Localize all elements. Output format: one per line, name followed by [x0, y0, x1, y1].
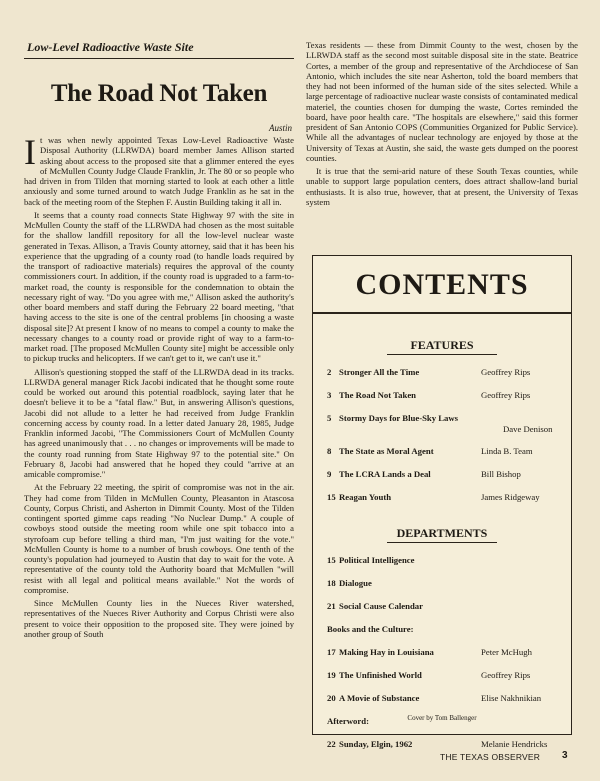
- article-paragraph: At the February 22 meeting, the spirit of compromise was not in the air. They had come from Tilden in McMullen County, Pleasanton in Atascosa County, Corpus Christi, and Asherton in Dimmit County. Most of the Tilden contingent sported gimme caps reading "No Nuclear Dump." A couple of cowboys stood outside the meeting room while one spit tobacco into a styrofoam cup before telling a third man, "I'm just waiting for the vote." McMullen County is home to a number of brush cowboys. One tenth of the county's population had journeyed to Austin that day to wait for the vote. A representative of the county told the Authority board that McMullen "will resist with all legal and political means available." Not the words of compromise.: [24, 482, 294, 595]
- entry-title: The LCRA Lands a Deal: [339, 469, 431, 479]
- entry-page: 15: [327, 555, 336, 565]
- article-paragraph: It was when newly appointed Texas Low-Level Radioactive Waste Disposal Authority (LLRWDA) board member James Allison started asking about access to the proposed site that a glimmer entered the eyes of McMullen County Judge Claude Franklin, Jr. The 80 or so people who had driven in from Tilden that morning started to look at each other a little anxiously and some turned around to watch Judge Franklin as he sat in the back of the meeting room of the Stephen F. Austin Building taking it all in.: [24, 132, 294, 207]
- contents-title: CONTENTS: [355, 268, 529, 301]
- entry-page: 3: [327, 390, 332, 400]
- entry-author: Linda B. Team: [481, 446, 533, 456]
- drop-cap: I: [24, 132, 36, 172]
- features-list: [313, 361, 571, 509]
- entry-page: 8: [327, 446, 332, 456]
- entry-page: 18: [327, 578, 336, 588]
- departments-underline: [387, 542, 497, 543]
- article-dateline: Austin: [268, 123, 292, 133]
- entry-title: Stronger All the Time: [339, 367, 420, 377]
- contents-entry[interactable]: [313, 549, 571, 572]
- article-headline: The Road Not Taken: [50, 80, 268, 107]
- entry-author: James Ridgeway: [481, 492, 540, 502]
- departments-heading: DEPARTMENTS: [396, 526, 488, 540]
- features-underline: [387, 354, 497, 355]
- entry-page: 20: [327, 693, 336, 703]
- features-section: [313, 338, 571, 355]
- article-body-right: [306, 40, 578, 207]
- contents-entry[interactable]: [313, 687, 571, 710]
- entry-title: The Unfinished World: [339, 670, 422, 680]
- contents-rule: [313, 312, 571, 314]
- article-kicker: Low-Level Radioactive Waste Site: [27, 40, 194, 54]
- entry-title: A Movie of Substance: [339, 693, 420, 703]
- entry-title: The State as Moral Agent: [339, 446, 434, 456]
- entry-author: Bill Bishop: [481, 469, 521, 479]
- entry-title: The Road Not Taken: [339, 390, 417, 400]
- entry-title: Social Cause Calendar: [339, 601, 423, 611]
- entry-title: Stormy Days for Blue-Sky Laws: [339, 413, 459, 423]
- entry-author: Geoffrey Rips: [481, 390, 531, 400]
- article-paragraph: It is true that the semi-arid nature of these South Texas counties, while unable to support large population centers, does attract shallow-land burial enthusiasts. It is also true, however, that at present, the University of Texas system: [306, 166, 578, 207]
- contents-entry[interactable]: [313, 463, 571, 486]
- contents-entry[interactable]: [313, 595, 571, 618]
- page-number: 3: [562, 750, 568, 761]
- departments-list: [313, 549, 571, 756]
- entry-page: 5: [327, 413, 332, 423]
- entry-title: Dialogue: [339, 578, 372, 588]
- contents-entry[interactable]: [313, 384, 571, 407]
- cover-credit: Cover by Tom Ballenger: [407, 714, 477, 722]
- publication-footer: THE TEXAS OBSERVER: [440, 752, 541, 762]
- entry-title: Political Intelligence: [339, 555, 415, 565]
- features-heading: FEATURES: [410, 338, 474, 352]
- entry-page: 2: [327, 367, 332, 377]
- entry-subheading: Books and the Culture:: [327, 624, 414, 634]
- contents-subheading: [313, 618, 571, 641]
- contents-entry[interactable]: [313, 486, 571, 509]
- contents-entry[interactable]: [313, 361, 571, 384]
- article-paragraph: It seems that a county road connects State Highway 97 with the site in McMullen County the staff of the LLRWDA had chosen as the most suitable for the shallow landfill repository for all the low-level nuclear waste generated in Texas. Allison, a Travis County attorney, said that it has been his experience that the upgrading of a county road (to handle loads required by the transport of radioactive materials) requires the approval of the county commissioners court. In addition, if the county road is upgraded to a farm-to-market road, the county is responsible for the condemnation to obtain the necessary right of way. "Do you agree with me," Allison asked the authority's other board members and staff during the February 22 board meeting, "that having access to the site is one of the central problems [in choosing a waste disposal site]? At present I know of no means to compel a county to make the necessary changes to a county road or provide right of way to a farm-to-market road. [The proposed McMullen County site] might be accessible only to pickup trucks and helicopters. If we can't get to it, we can't use it.": [24, 209, 294, 364]
- entry-author: Peter McHugh: [481, 647, 532, 657]
- article-paragraph: Texas residents — these from Dimmit County to the west, chosen by the LLRWDA staff as the second most suitable disposal site in the state. Beatrice Cortes, a member of the group and representative of the Archdiocese of San Antonio, which includes the site near Asherton, told the board members that they had not been informed of the human side of the sites selected. While a large percentage of radioactive nuclear waste consists of contaminated medical materiel, the counties chosen for dumping the waste, Cortes reminded the board, have poor health care. "The hospitals are elsewhere," said this former president of San Antonio COPS (Communities Organized for Public Service). While all the advantages of nuclear technology are enjoyed by those at the University of Texas at Austin, she said, the waste gets dumped on the poorest counties.: [306, 40, 578, 163]
- entry-page: 21: [327, 601, 336, 611]
- entry-title: Sunday, Elgin, 1962: [339, 739, 413, 749]
- entry-subheading: Afterword:: [327, 716, 369, 726]
- entry-title: Making Hay in Louisiana: [339, 647, 434, 657]
- entry-author: Geoffrey Rips: [481, 670, 531, 680]
- entry-author: Elise Nakhnikian: [481, 693, 542, 703]
- article-left-column: [24, 40, 294, 642]
- contents-box: [312, 255, 572, 749]
- entry-title: Reagan Youth: [339, 492, 392, 502]
- departments-section: [313, 526, 571, 543]
- contents-entry[interactable]: [313, 407, 571, 440]
- entry-page: 22: [327, 739, 336, 749]
- article-paragraph: Since McMullen County lies in the Nueces River watershed, representatives of the Nueces River Authority and Corpus Christi were also present to voice their opposition to the proposed site. They were joined by another group of South: [24, 598, 294, 639]
- kicker-rule: [24, 58, 294, 59]
- contents-entry[interactable]: [313, 440, 571, 463]
- contents-entry[interactable]: [313, 641, 571, 664]
- entry-page: 17: [327, 647, 336, 657]
- entry-page: 9: [327, 469, 332, 479]
- contents-entry[interactable]: [313, 664, 571, 687]
- contents-entry[interactable]: [313, 572, 571, 595]
- entry-page: 19: [327, 670, 336, 680]
- entry-author: Geoffrey Rips: [481, 367, 531, 377]
- entry-author: Melanie Hendricks: [481, 739, 548, 749]
- article-body-left: [24, 132, 294, 639]
- article-paragraph: Allison's questioning stopped the staff of the LLRWDA dead in its tracks. LLRWDA general manager Rick Jacobi indicated that he thought some route could be worked out around this potential roadblock, saying later that he doesn't believe it to be a "fatal flaw." But, in answering Allison's questions, Jacobi did not allude to a letter he had received from Judge Franklin concerning access by county road. In a letter dated January 28, 1985, Judge Franklin informed Jacobi, "The Commissioners Court of McMullen County has agreed unanimously that . . . no changes or improvements will be made to the county road running from State Highway 97 to the potential site." On February 8, Jacobi had answered that he hoped they could "arrive at an amicable compromise.": [24, 366, 294, 479]
- entry-page: 15: [327, 492, 336, 502]
- article-right-column: [306, 40, 578, 210]
- entry-author: Dave Denison: [503, 424, 553, 434]
